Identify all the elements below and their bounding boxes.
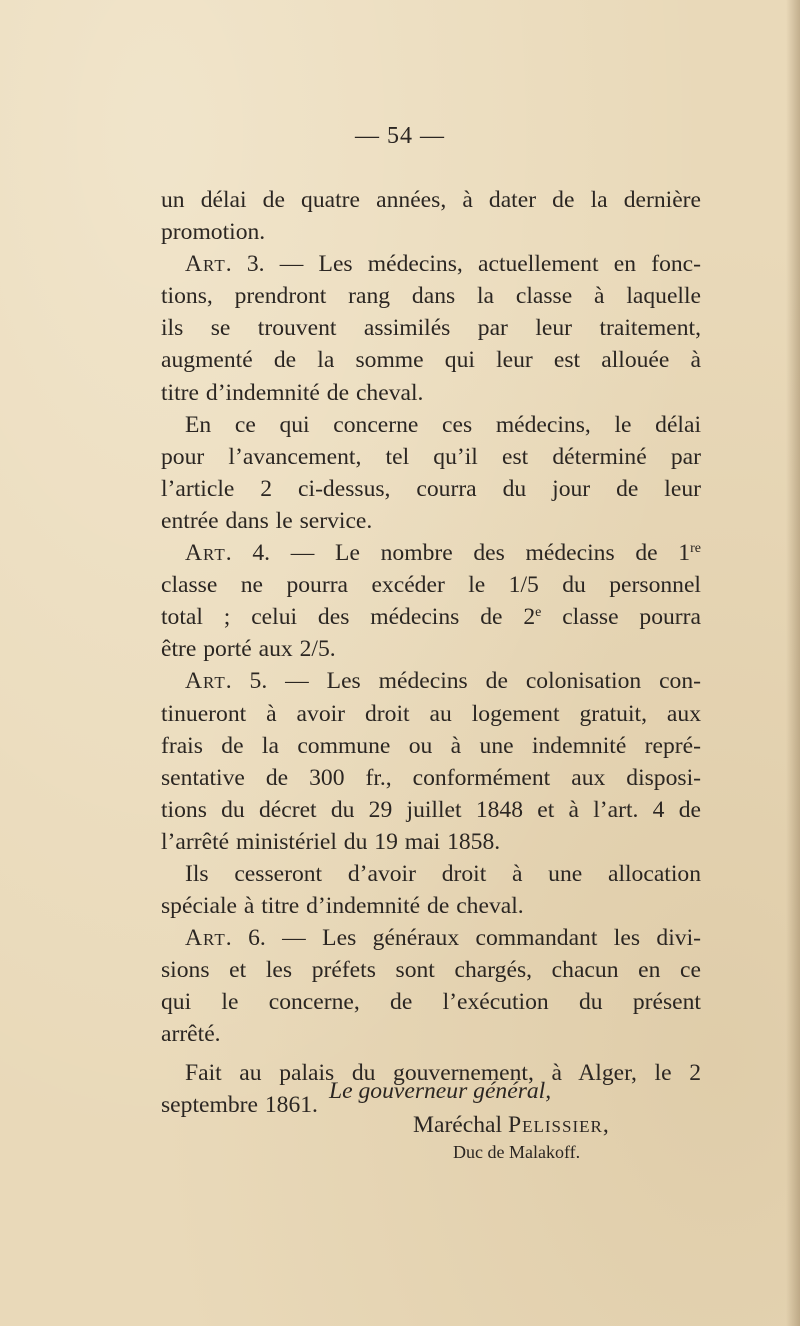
text-line: promotion.: [161, 219, 266, 246]
text-line: sions et les préfets sont chargés, chacun en ce: [161, 957, 701, 984]
text-line: tions, prendront rang dans la classe à laquelle: [161, 283, 701, 310]
text-line: pour l’avancement, tel qu’il est déterminé par: [161, 443, 701, 470]
article-text: . 3. — Les médecins, actuellement en fonc-: [225, 251, 701, 278]
text-line: tinueront à avoir droit au logement gratuit, aux: [161, 700, 701, 727]
article-3: [161, 248, 701, 408]
text-line: arrêté.: [161, 1021, 221, 1048]
article-heading-line: [161, 248, 701, 280]
article-6: [161, 922, 701, 1050]
article-4: [161, 537, 701, 665]
text-line: titre d’indemnité de cheval.: [161, 379, 424, 406]
article-label: Art: [185, 540, 226, 567]
text-line: un délai de quatre années, à dater de la dernière: [161, 187, 701, 213]
article-label: Art: [185, 925, 226, 952]
paragraph-allocation: [161, 858, 701, 922]
text-line: être porté aux 2/5.: [161, 636, 336, 663]
page-number: — 54 —: [355, 123, 445, 149]
article-label: Art: [185, 668, 226, 695]
text-line: l’arrêté ministériel du 19 mai 1858.: [161, 828, 501, 855]
article-5: [161, 665, 701, 858]
text-fragment: total ; celui des médecins de 2: [161, 604, 536, 631]
text-line: tions du décret du 29 juillet 1848 et à l’art. 4 de: [161, 796, 701, 823]
article-heading-line: [161, 665, 701, 697]
article-text: . 6. — Les généraux commandant les divi-: [225, 925, 701, 952]
text-line: septembre 1861.: [161, 1091, 318, 1118]
text-fragment: classe pourra: [541, 604, 701, 631]
superscript: e: [535, 605, 542, 621]
page-edge-shadow: [786, 0, 800, 1326]
text-line: entrée dans le service.: [161, 507, 373, 534]
text-line: qui le concerne, de l’exécution du présent: [161, 989, 701, 1016]
signature-punct: ,: [602, 1112, 609, 1138]
text-line: classe ne pourra excéder le 1/5 du personnel: [161, 572, 701, 599]
text-line: [161, 601, 701, 633]
body-text: [161, 184, 701, 1121]
text-line: ils se trouvent assimilés par leur traitement,: [161, 315, 701, 342]
article-heading-line: [161, 922, 701, 954]
article-heading-line: [161, 537, 701, 569]
article-label: Art: [185, 251, 226, 278]
text-line: sentative de 300 fr., conformément aux disposi-: [161, 764, 701, 791]
text-line: frais de la commune ou à une indemnité repré-: [161, 732, 701, 759]
text-line: En ce qui concerne ces médecins, le délai: [185, 411, 701, 438]
paragraph-medecins-delai: [161, 409, 701, 537]
superscript: re: [690, 541, 701, 557]
text-line: l’article 2 ci-dessus, courra du jour de leur: [161, 475, 701, 502]
text-line: Fait au palais du gouvernement, à Alger, le 2: [185, 1059, 701, 1086]
signature-rank: Maréchal: [413, 1112, 508, 1138]
signature-surname: Pelissier: [507, 1112, 603, 1138]
signature-duc: Duc de Malakoff.: [453, 1142, 581, 1162]
signature-title: Le gouverneur général,: [329, 1078, 552, 1104]
article-text: . 4. — Le nombre des médecins de 1: [225, 540, 691, 567]
article-text: . 5. — Les médecins de colonisation con-: [225, 668, 701, 695]
text-line: spéciale à titre d’indemnité de cheval.: [161, 893, 524, 920]
text-line: Ils cesseront d’avoir droit à une allocation: [185, 860, 701, 887]
text-line: augmenté de la somme qui leur est allouée à: [161, 347, 701, 374]
signature-name: [413, 1112, 609, 1139]
paragraph-continuation: [161, 184, 701, 248]
